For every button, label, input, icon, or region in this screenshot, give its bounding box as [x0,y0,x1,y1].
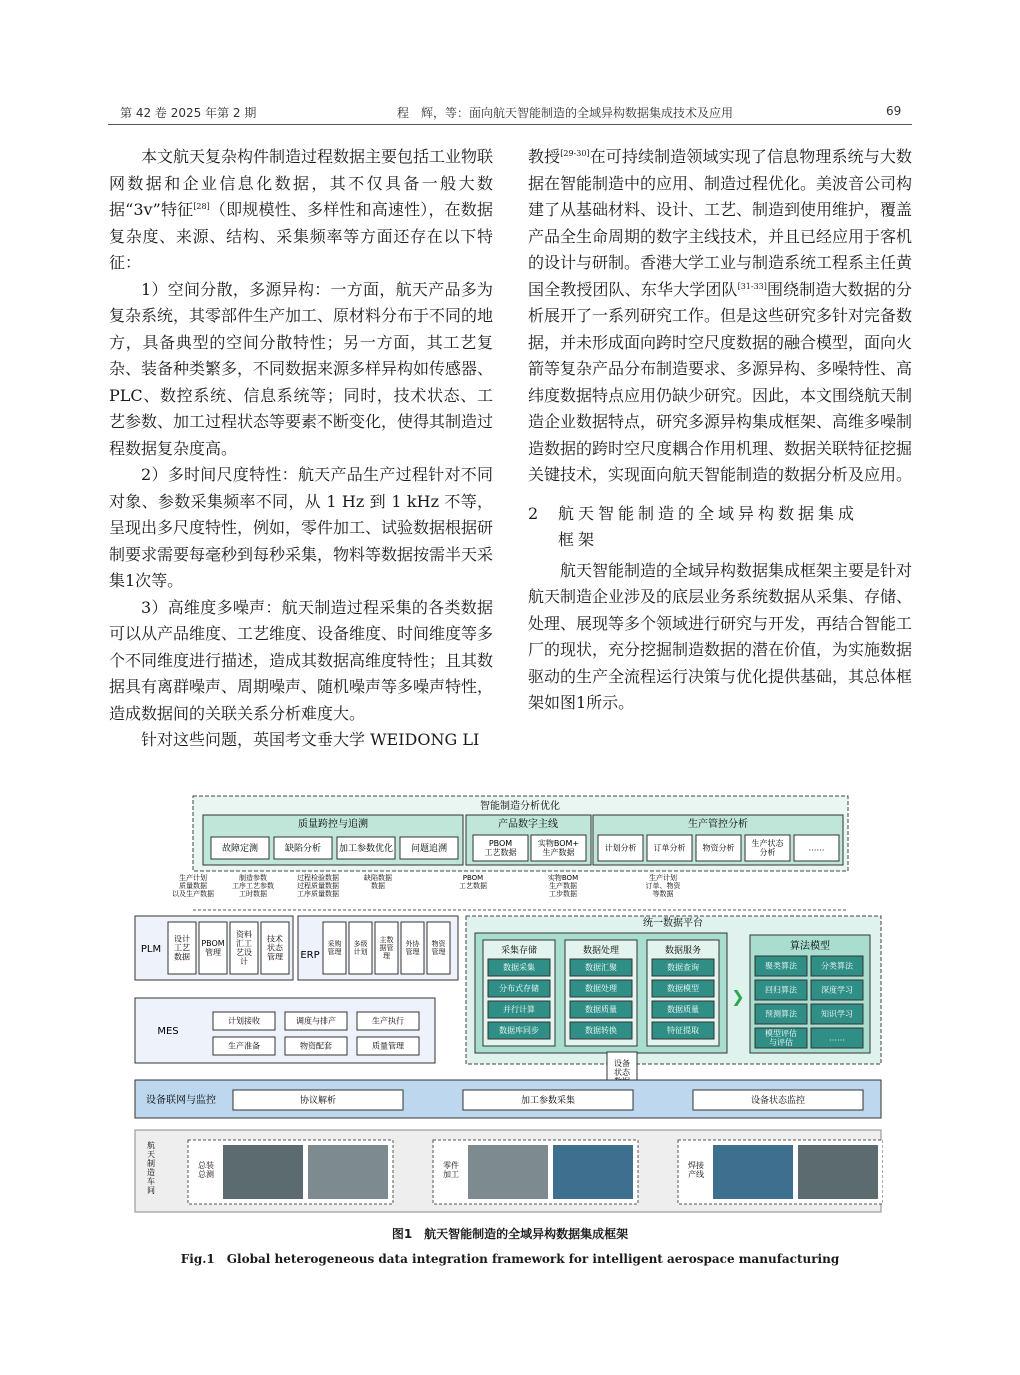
control-item-label: …… [808,843,825,853]
flow-label: 生产数据 [549,882,577,890]
digital-item-label: 生产数据 [542,848,575,857]
erp-item-label: 物资 [431,940,446,948]
right-column [528,144,912,717]
workshop-photo [553,1145,633,1199]
algo-item-label: 聚类算法 [765,961,797,971]
flow-label: 订单、物资 [645,882,681,890]
mes-item-label: 质量管理 [372,1041,404,1051]
stage-item-label: 数据质量 [585,1005,617,1014]
control-title: 生产管控分析 [688,819,748,830]
quality-item-label: 加工参数优化 [338,844,394,854]
device-item-label: 设备状态监控 [750,1096,806,1106]
mes-label: MES [157,1026,179,1037]
stage-item-label: 数据查询 [667,963,699,972]
control-item-label: 订单分析 [653,843,686,853]
quality-item-label: 缺陷分析 [284,844,322,854]
platform-title: 统一数据平台 [643,918,703,929]
digital-item-label: 实物BOM+ [537,839,580,848]
workshop-label: 造 [147,1168,155,1177]
plm-item-label: 艺设 [236,948,252,957]
plm-item-label: 管理 [205,948,221,957]
section-heading: 2 航天智能制造的全域异构数据集成 框架 [528,503,859,549]
workshop-photo [798,1145,878,1199]
plm-item-label: 技术 [267,934,283,944]
algo-item-label: 知识学习 [821,1009,853,1019]
control-item-label: 分析 [759,848,776,857]
stage-item-label: 数据质量 [667,1005,699,1014]
flow-label: 制造参数 [239,874,267,882]
algo-item-label: 深度学习 [821,985,853,995]
page-number: 69 [886,104,902,118]
control-item-label: 物资分析 [702,843,735,853]
paragraph: 3）高维度多噪声：航天制造过程采集的各类数据可以从产品维度、工艺维度、设备维度、时间维度等多个不同维度进行描述，造成其数据高维度特性；且其数据具有离群噪声、周期噪声、随机噪声等多噪声特性，造成数据间的关联关系分析难度大。 [109,597,494,723]
paragraph: 2）多时间尺度特性：航天产品生产过程针对不同对象、参数采集频率不同，从 1 Hz 到 1 kHz 不等，呈现出多尺度特性，例如，零件加工、试验数据根据研制要求需要每毫秒到每秒采集，物料等数据按需半天采集1次等。 [109,465,494,590]
workshop-label: 航 [147,1141,155,1150]
workshop-item-label: 总测 [198,1170,214,1179]
mes-item-label: 调度与排产 [296,1016,336,1026]
flow-label: 生产计划 [179,874,207,882]
stage-item-label: 数据汇聚 [585,963,617,972]
quality-title: 质量跨控与追溯 [298,819,368,830]
plm-item-label: PBOM [201,939,225,948]
flow-label: 质量数据 [179,882,207,890]
stage-title: 采集存储 [500,946,538,956]
digital-item-label: PBOM [488,839,513,848]
flow-label: 以及生产数据 [172,890,214,898]
workshop-item-label: 总装 [198,1161,214,1170]
stage-item-label: 并行计算 [503,1005,535,1014]
quality-item-label: 问题追溯 [410,844,448,854]
flow-label: PBOM [462,874,484,882]
algo-item-label: 预测算法 [765,1009,797,1019]
stage-item-label: 数据模型 [667,984,699,993]
plm-item-label: 数据 [174,952,190,962]
algo-item-label: 模型评估 [765,1029,797,1038]
flow-label: 数据 [371,882,385,890]
workshop-photo [713,1145,793,1199]
device-label: 设备联网与监控 [146,1095,216,1106]
workshop-label: 间 [147,1186,155,1195]
stage-item-label: 数据处理 [585,984,617,993]
paragraph: 教授[29-30]在可持续制造领域实现了信息物理系统与大数据在智能制造中的应用、制造过程优化。美波音公司构建了从基础材料、设计、工艺、制造到使用维护，覆盖产品全生命周期的数字主线技术，并且已经应用于客机的设计与研制。香港大学工业与制造系统工程系主任黄国全教授团队、东华大学团队[31-33]围绕制造大数据的分析展开了一系列研究工作。但是这些研究多针对完备数据，并未形成面向跨时空尺度数据的融合模型，面向火箭等复杂产品分布制造要求、多源异构、多噪特性、高纬度数据特点应用仍缺少研究。因此，本文围绕航天制造企业数据特点，研究多源异构集成框架、高维多噪制造数据的跨时空尺度耦合作用机理、数据关联特征挖掘关键技术，实现面向航天智能制造的数据分析及应用。 [528,147,913,484]
flow-label: 过程质量数据 [297,882,339,890]
stage-item-label: 数据采集 [503,963,535,972]
algo-item-label: …… [829,1033,845,1043]
plm-item-label: 工艺 [174,943,190,953]
flow-label: 工步数据 [549,890,577,898]
erp-label: ERP [300,950,320,961]
stage-item-label: 分布式存储 [499,984,539,993]
flow-label: 等数据 [652,890,674,898]
device-item-label: 协议解析 [299,1096,337,1106]
workshop-item-label: 产线 [688,1170,704,1179]
quality-item-label: 故障定测 [221,844,259,854]
erp-item-label: 主数 [379,936,394,944]
framework-figure [133,790,883,1215]
digital-item-label: 工艺数据 [484,848,517,857]
figure-caption-cn: 图1 航天智能制造的全域异构数据集成框架 [391,1227,629,1241]
stage-item-label: 特征提取 [667,1026,699,1035]
erp-item-label: 管理 [327,948,342,956]
flow-label: 生产计划 [649,874,677,882]
erp-item-label: 采购 [327,940,342,948]
algo-item-label: 分类算法 [821,961,853,971]
plm-item-label: 计 [240,957,248,966]
journal-issue: 第 42 卷 2025 年第 2 期 [120,106,257,120]
workshop-photo [223,1145,303,1199]
header-rule [108,124,912,125]
erp-item-label: 外协 [405,940,420,948]
mes-item-label: 生产准备 [228,1041,260,1051]
paragraph: 1）空间分散，多源异构：一方面，航天产品多为复杂系统，其零部件生产加工、原材料分布于不同的地方，具备典型的空间分散特性；另一方面，其工艺复杂、装备种类繁多，不同数据来源多样异构如传感器、PLC、数控系统、信息系统等；同时，技术状态、工艺参数、加工过程状态等要素不断变化，使得其制造过程数据复杂度高。 [109,279,494,458]
figure-caption-en: Fig.1 Global heterogeneous data integration framework for intelligent aerospace manufacturing [180,1252,840,1266]
left-column [109,144,493,754]
flow-label: 工艺数据 [459,882,487,890]
paragraph: 航天智能制造的全域异构数据集成框架主要是针对航天制造企业涉及的底层业务系统数据从采集、存储、处理、展现等多个领域进行研究与开发，再结合智能工厂的现状，充分挖掘制造数据的潜在价值，为实施数据驱动的生产全流程运行决策与优化提供基础，其总体框架如图1所示。 [528,560,913,712]
flow-label: 工时数据 [239,890,267,898]
stage-title: 数据处理 [582,946,620,956]
flow-label: 过程检验数据 [297,874,339,882]
algo-item-label: 与评估 [769,1038,793,1047]
workshop-item-label: 焊接 [688,1161,704,1170]
mes-item-label: 计划接收 [228,1016,260,1026]
control-item-label: 生产状态 [751,839,784,848]
erp-item-label: 管理 [405,948,420,956]
workshop-photo [468,1145,548,1199]
paragraph: 针对这些问题，英国考文垂大学 WEIDONG LI [141,730,480,749]
plm-item-label: 设计 [174,934,190,944]
mes-item-label: 物资配套 [300,1041,332,1051]
running-title: 程 辉，等：面向航天智能制造的全域异构数据集成技术及应用 [397,106,734,120]
workshop-item-label: 零件 [443,1161,459,1170]
mes-item-label: 生产执行 [372,1016,404,1026]
workshop-photo [308,1145,388,1199]
control-item-label: 计划分析 [604,843,637,853]
erp-item-label: 管理 [431,948,446,956]
algo-title: 算法模型 [790,941,830,952]
erp-item-label: 多级 [353,940,368,948]
erp-item-label: 计划 [353,948,368,956]
plm-item-label: 汇工 [236,939,252,948]
arrow-right-icon: ❯ [731,987,745,1006]
top-title: 智能制造分析优化 [480,801,560,812]
status-label: 状态 [614,1068,630,1077]
stage-title: 数据服务 [664,946,702,956]
stage-item-label: 数据转换 [585,1026,617,1035]
workshop-item-label: 加工 [443,1170,459,1179]
plm-item-label: 管理 [267,952,283,962]
plm-item-label: 资料 [236,930,252,939]
flow-label: 工序工艺参数 [232,882,274,890]
flow-label: 实物BOM [547,874,579,882]
erp-item-label: 理 [383,952,390,960]
status-label: 设备 [614,1059,630,1068]
workshop-label: 制 [147,1159,155,1168]
erp-item-label: 据管 [379,944,394,952]
plm-label: PLM [140,944,162,955]
algo-item-label: 回归算法 [765,985,797,995]
workshop-label: 天 [147,1150,155,1159]
flow-label: 缺陷数据 [364,874,392,882]
paragraph: 本文航天复杂构件制造过程数据主要包括工业物联网数据和企业信息化数据，其不仅具备一般大数据“3v”特征[28]（即规模性、多样性和高速性），在数据复杂度、来源、结构、采集频率等方面还存在以下特征： [109,147,494,272]
stage-item-label: 数据库同步 [499,1026,539,1035]
device-item-label: 加工参数采集 [520,1096,576,1106]
flow-label: 工序质量数据 [297,890,339,898]
plm-item-label: 状态 [267,943,283,953]
workshop-label: 车 [147,1177,155,1186]
digital-title: 产品数字主线 [498,819,558,830]
